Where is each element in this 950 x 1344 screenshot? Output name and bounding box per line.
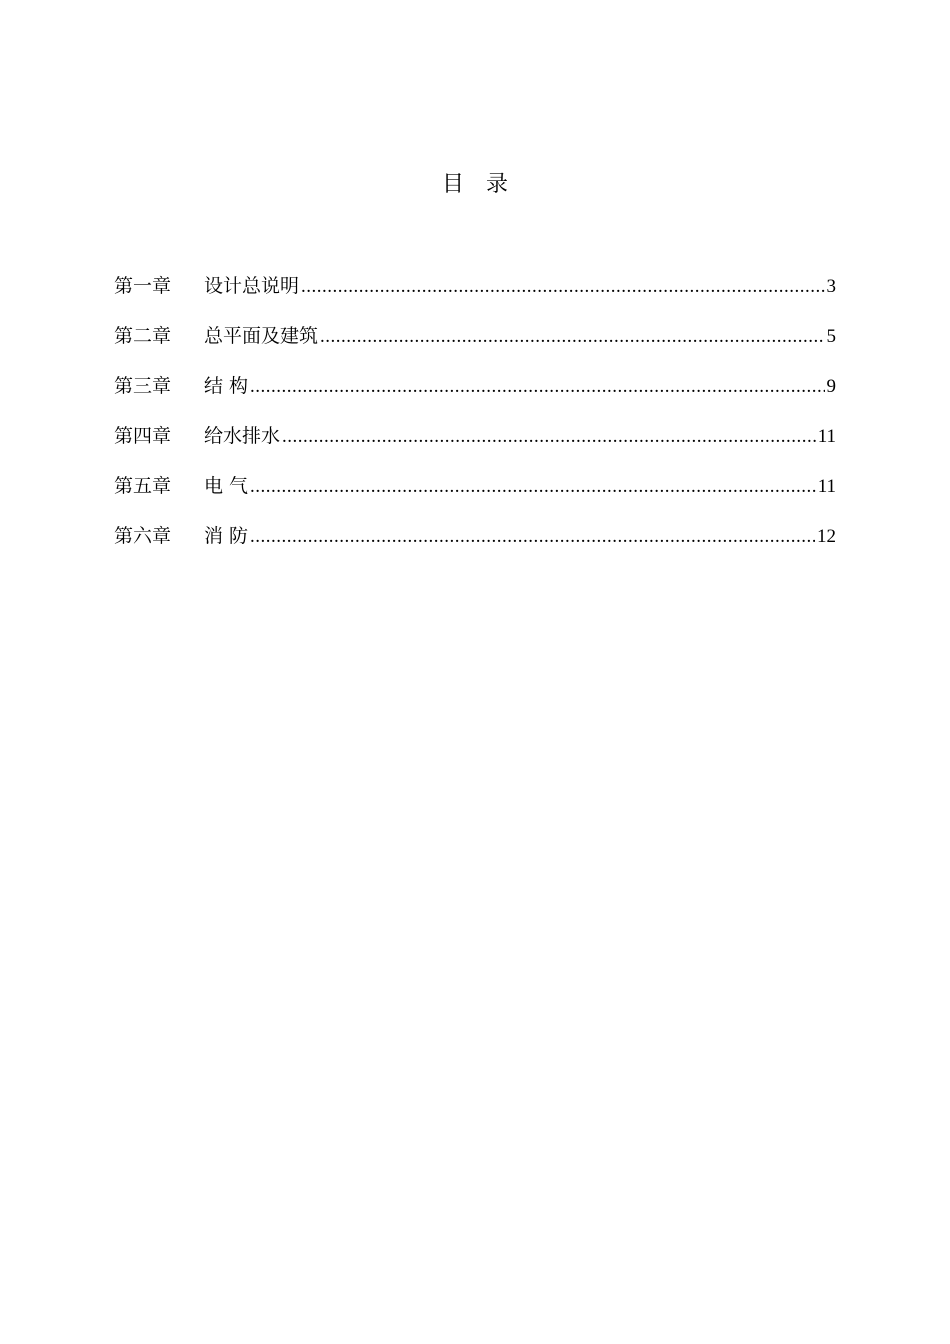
toc-page-number: 5 (826, 326, 836, 347)
toc-chapter-number: 第二章 (114, 325, 172, 347)
table-of-contents (114, 272, 836, 572)
toc-entry-5[interactable] (114, 472, 836, 522)
toc-dot-leader (282, 423, 816, 451)
toc-chapter-number: 第四章 (114, 425, 172, 447)
toc-chapter-number: 第一章 (114, 275, 172, 297)
toc-page-number: 9 (826, 376, 836, 397)
toc-entry-6[interactable] (114, 522, 836, 572)
toc-page-number: 3 (826, 276, 836, 297)
toc-dot-leader (320, 323, 824, 351)
toc-chapter-number: 第三章 (114, 375, 172, 397)
toc-dot-leader (301, 273, 824, 301)
toc-page-number: 12 (817, 526, 836, 547)
toc-chapter-title: 消 防 (204, 525, 249, 547)
toc-entry-3[interactable] (114, 372, 836, 422)
toc-chapter-title: 总平面及建筑 (204, 325, 319, 347)
toc-page-number: 11 (817, 476, 836, 497)
toc-chapter-title: 结 构 (204, 375, 249, 397)
toc-dot-leader (250, 373, 824, 401)
toc-chapter-title: 设计总说明 (204, 275, 300, 297)
toc-page-number: 11 (817, 426, 836, 447)
toc-chapter-title: 给水排水 (204, 425, 281, 447)
toc-chapter-number: 第五章 (114, 475, 172, 497)
toc-entry-4[interactable] (114, 422, 836, 472)
page-title: 目 录 (441, 172, 508, 197)
toc-entry-2[interactable] (114, 322, 836, 372)
toc-dot-leader (250, 473, 816, 501)
toc-chapter-title: 电 气 (204, 475, 249, 497)
toc-entry-1[interactable] (114, 272, 836, 322)
toc-dot-leader (250, 523, 815, 551)
toc-chapter-number: 第六章 (114, 525, 172, 547)
